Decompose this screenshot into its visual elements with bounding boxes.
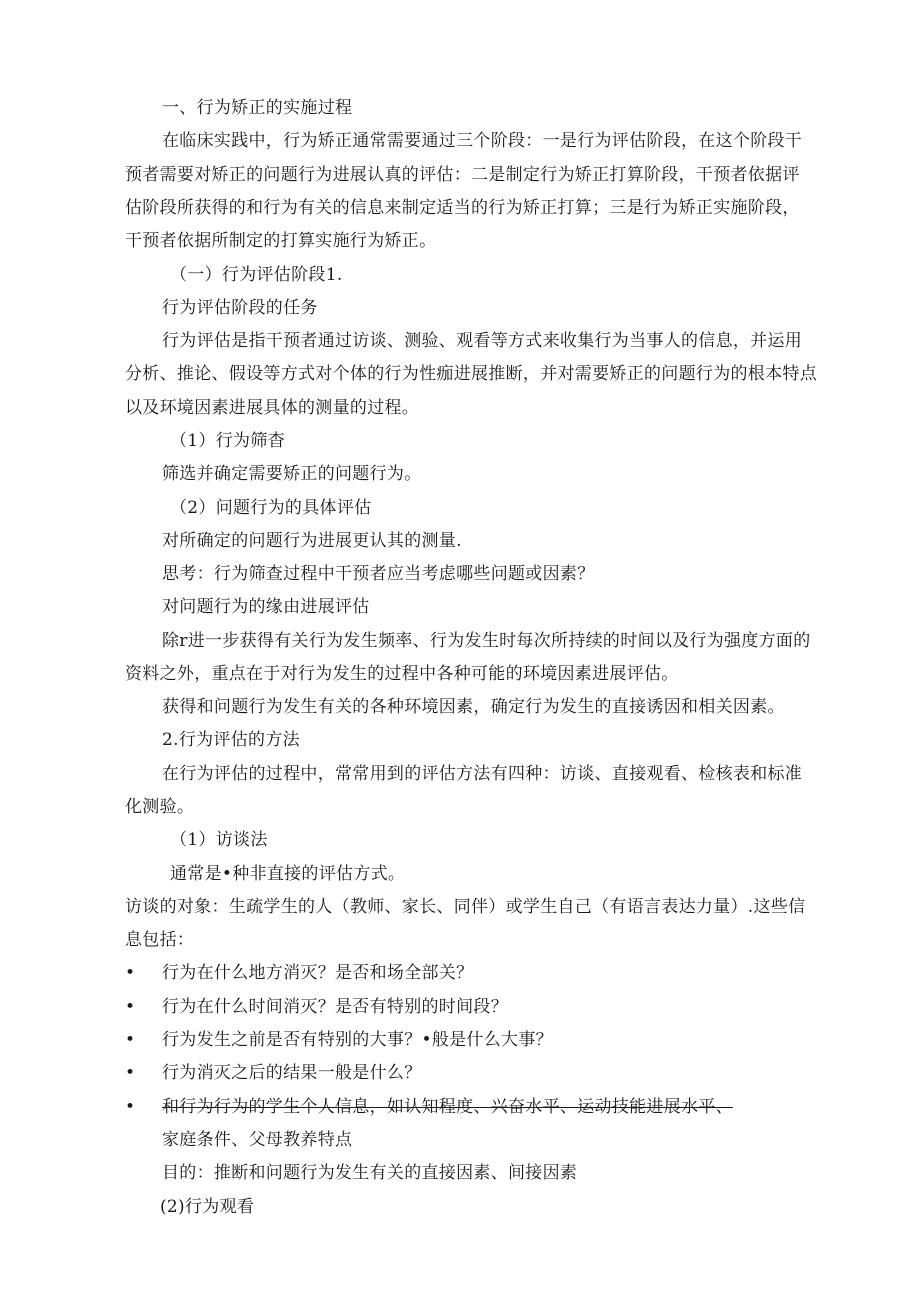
paragraph-line: 访谈的对象：生疏学生的人（教师、家长、同伴）或学生自己（有语言表达力量）.这些信 [125,897,806,917]
bullet-marker: • [125,1097,136,1117]
bullet-marker: • [125,997,136,1017]
paragraph-line: 思考：行为筛查过程中干预者应当考虑哪些问题或因素？ [162,564,595,584]
paragraph-line: 在行为评估的过程中，常常用到的评估方法有四种：访谈、直接观看、检核表和标准 [162,764,803,784]
list-item: 行为在什么地方消灭？是否和场全部关？ [162,963,474,983]
item-heading: （1）访谈法 [170,830,268,850]
list-item: 行为发生之前是否有特别的大事？•般是什么大事？ [162,1030,553,1050]
bullet-marker: • [125,963,136,983]
paragraph-line: 家庭条件、父母教养特点 [162,1130,353,1150]
paragraph-line: 行为评估阶段的任务 [162,298,318,318]
paragraph-line: 化测验。 [125,797,195,817]
section-heading: 一、行为矫正的实施过程 [162,98,353,118]
paragraph-line: 资料之外，重点在于对行为发生的过程中各种可能的环境因素进展评估。 [125,664,679,684]
item-heading: （2）问题行为的具体评估 [170,498,372,518]
item-heading: （1）行为筛杳 [170,431,285,451]
list-item: 行为消灭之后的结果一般是什么？ [162,1063,422,1083]
paragraph-line: 预者需要对矫正的问题行为进展认真的评估：二是制定行为矫正打算阶段，干预者依据评 [125,165,800,185]
item-heading: (2)行为观看 [160,1197,255,1217]
item-heading: 2.行为评估的方法 [162,730,300,750]
subsection-heading: （一）行为评估阶段1. [170,265,343,285]
paragraph-line: 筛选并确定需要矫正的问题行为。 [162,464,422,484]
paragraph-line: 分析、推论、假设等方式对个体的行为性痂进展推断，并对需要矫正的问题行为的根本特点 [125,364,817,384]
paragraph-line: 行为评估是指干预者通过访谈、测验、观看等方式来收集行为当事人的信息，并运用 [162,331,803,351]
bullet-marker: • [125,1030,136,1050]
paragraph-line: 以及环境因素进展具体的测量的过程。 [125,398,420,418]
paragraph-line: 对所确定的问题行为进展更认其的测量. [162,531,462,551]
list-item-struck: 和行为行为的学生个人信息，如认知程度、兴奋水平、运动技能进展水平、 [162,1097,733,1117]
paragraph-line: 干预者依据所制定的打算实施行为矫正。 [125,231,437,251]
bullet-marker: • [125,1063,136,1083]
list-item: 行为在什么时间消灭？是否有特别的时间段？ [162,997,508,1017]
paragraph-line: 除r进一步获得有关行为发生频率、行为发生时每次所持续的时间以及行为强度方面的 [162,631,811,651]
paragraph-line: 估阶段所获得的和行为有关的信息来制定适当的行为矫正打算；三是行为矫正实施阶段， [125,198,800,218]
paragraph-line: 通常是•种非直接的评估方式。 [170,864,406,884]
paragraph-line: 在临床实践中，行为矫正通常需要通过三个阶段：一是行为评估阶段，在这个阶段干 [162,131,803,151]
paragraph-line: 息包括： [125,930,195,950]
paragraph-line: 获得和问题行为发生有关的各种环境因素，确定行为发生的直接诱因和相关因素。 [162,697,785,717]
paragraph-line: 对问题行为的缘由进展评估 [162,597,370,617]
paragraph-line: 目的：推断和问题行为发生有关的直接因素、间接因素 [162,1163,578,1183]
